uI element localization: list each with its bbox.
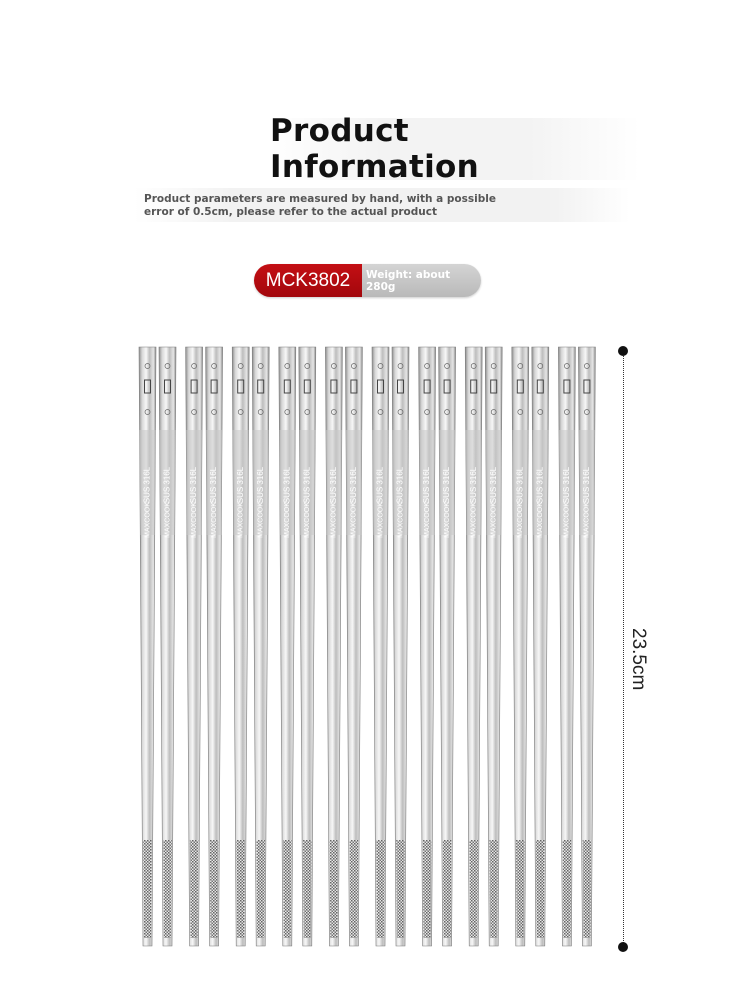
knurled-tip xyxy=(210,840,218,938)
chopstick xyxy=(252,347,269,946)
chopstick xyxy=(419,347,436,946)
engraving-brand: MAXCOOK xyxy=(304,502,312,538)
chopstick xyxy=(372,347,389,946)
knurled-tip xyxy=(443,840,451,938)
chopstick xyxy=(325,347,342,946)
engraving-text: SUS 316L xyxy=(582,466,592,504)
engraving-brand: MAXCOOK xyxy=(537,502,545,538)
engraving-text: SUS 316L xyxy=(442,466,452,504)
knurled-tip xyxy=(190,840,198,938)
chopstick xyxy=(465,347,482,946)
engraving-brand: MAXCOOK xyxy=(470,502,478,538)
engraving-text: SUS 316L xyxy=(349,466,359,504)
knurled-tip xyxy=(536,840,544,938)
engraving-brand: MAXCOOK xyxy=(164,502,172,538)
dimension-bottom-dot xyxy=(618,942,628,952)
knurled-tip xyxy=(423,840,431,938)
knurled-tip xyxy=(396,840,404,938)
chopstick xyxy=(439,347,456,946)
engraving-text: SUS 316L xyxy=(535,466,545,504)
knurled-tip xyxy=(516,840,524,938)
knurled-tip xyxy=(303,840,311,938)
engraving-text: SUS 316L xyxy=(255,466,265,504)
engraving-text: SUS 316L xyxy=(189,466,199,504)
engraving-text: SUS 316L xyxy=(209,466,219,504)
chopstick xyxy=(512,347,529,946)
engraving-text: SUS 316L xyxy=(468,466,478,504)
model-number: MCK3802 xyxy=(254,264,362,297)
engraving-brand: MAXCOOK xyxy=(423,502,431,538)
engraving-text: SUS 316L xyxy=(395,466,405,504)
chopstick xyxy=(232,347,249,946)
chopstick xyxy=(139,347,156,946)
page-title: Product Information xyxy=(270,113,480,185)
engraving-brand: MAXCOOK xyxy=(237,502,245,538)
engraving-text: SUS 316L xyxy=(235,466,245,504)
dimension-top-dot xyxy=(618,346,628,356)
engraving-text: SUS 316L xyxy=(302,466,312,504)
knurled-tip xyxy=(330,840,338,938)
engraving-text: SUS 316L xyxy=(329,466,339,504)
chopstick xyxy=(532,347,549,946)
engraving-text: SUS 316L xyxy=(562,466,572,504)
engraving-text: SUS 316L xyxy=(515,466,525,504)
chopstick xyxy=(578,347,595,946)
dimension-label: 23.5cm xyxy=(628,628,649,691)
engraving-brand: MAXCOOK xyxy=(190,502,198,538)
measurement-note: Product parameters are measured by hand, with a possible error of 0.5cm, please refer to the actual product xyxy=(144,193,496,218)
chopstick xyxy=(558,347,575,946)
engraving-text: SUS 316L xyxy=(142,466,152,504)
chopstick xyxy=(299,347,316,946)
engraving-text: SUS 316L xyxy=(488,466,498,504)
engraving-text: SUS 316L xyxy=(422,466,432,504)
knurled-tip xyxy=(283,840,291,938)
knurled-tip xyxy=(489,840,497,938)
engraving-brand: MAXCOOK xyxy=(377,502,385,538)
engraving-text: SUS 316L xyxy=(162,466,172,504)
chopstick xyxy=(159,347,176,946)
chopstick xyxy=(206,347,223,946)
chopstick xyxy=(186,347,203,946)
engraving-brand: MAXCOOK xyxy=(210,502,218,538)
knurled-tip xyxy=(563,840,571,938)
knurled-tip xyxy=(143,840,151,938)
engraving-brand: MAXCOOK xyxy=(563,502,571,538)
knurled-tip xyxy=(469,840,477,938)
knurled-tip xyxy=(163,840,171,938)
weight-label: Weight: about 280g xyxy=(362,264,481,297)
engraving-brand: MAXCOOK xyxy=(330,502,338,538)
engraving-brand: MAXCOOK xyxy=(284,502,292,538)
engraving-brand: MAXCOOK xyxy=(583,502,591,538)
knurled-tip xyxy=(376,840,384,938)
chopstick xyxy=(392,347,409,946)
engraving-brand: MAXCOOK xyxy=(257,502,265,538)
engraving-brand: MAXCOOK xyxy=(517,502,525,538)
knurled-tip xyxy=(236,840,244,938)
engraving-brand: MAXCOOK xyxy=(443,502,451,538)
chopstick xyxy=(345,347,362,946)
knurled-tip xyxy=(583,840,591,938)
engraving-text: SUS 316L xyxy=(375,466,385,504)
engraving-brand: MAXCOOK xyxy=(350,502,358,538)
engraving-brand: MAXCOOK xyxy=(144,502,152,538)
engraving-brand: MAXCOOK xyxy=(397,502,405,538)
chopstick xyxy=(485,347,502,946)
dimension-line xyxy=(623,351,624,947)
knurled-tip xyxy=(350,840,358,938)
engraving-brand: MAXCOOK xyxy=(490,502,498,538)
chopstick xyxy=(279,347,296,946)
engraving-text: SUS 316L xyxy=(282,466,292,504)
knurled-tip xyxy=(256,840,264,938)
